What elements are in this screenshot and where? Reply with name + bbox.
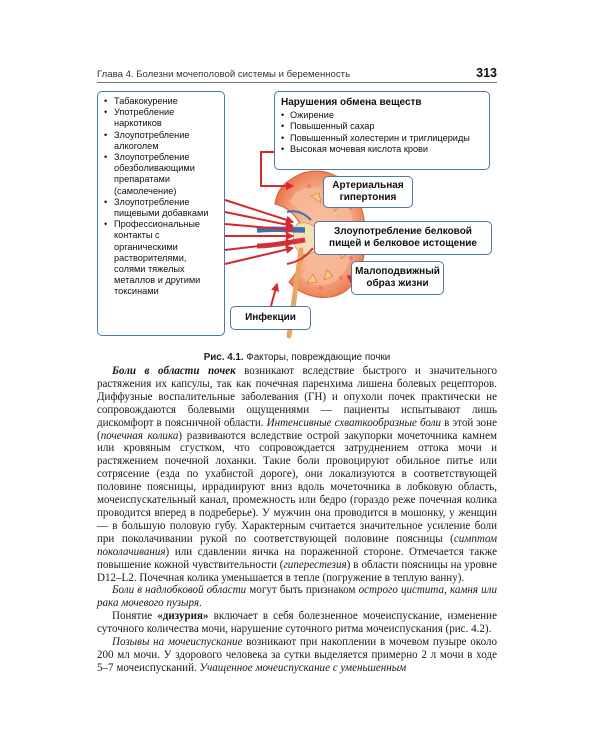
text-run: ) или сдавлении яичка на пораженной стороне. Отмечается также повышение кожной чувствительности (	[97, 545, 497, 571]
header-rule	[97, 82, 497, 83]
risk-factor-item: • Злоупотребление пищевыми добавками	[104, 197, 220, 219]
text-run: «дизурия»	[157, 610, 209, 623]
chapter-title: Глава 4. Болезни мочеполовой системы и беременность	[97, 69, 351, 80]
figure-caption	[97, 352, 497, 363]
text-run: Боли в области почек	[112, 365, 236, 377]
text-run: Понятие	[112, 610, 158, 623]
text-run: симптом поколачивания	[97, 532, 497, 558]
text-run: ) развиваются вследствие острой закупорки мочеточника камнем или кровяным сгустком, что сопровождается затруднением оттока мочи и растяжением почечной лоханки. Такие боли провоцируют обильное питье или сотрясение (езда по ухабистой дороге), они локализуются в соответствующей половине поясницы, иррадиируют вниз вдоль мочеточника в лобковую область, мочеиспускательный канал, промежность или бедро (гораздо реже почечная колика проводится вперед в подреберье). У мужчин она проводится в мошонку, у женщин — в большую половую губу. Характерным считается значительное усиление боли при поколачивании рукой по соответствующей половине поясницы (	[97, 429, 497, 545]
text-run: Интенсивные схваткообразные боли	[266, 416, 442, 429]
sedentary-label: Малоподвижный образ жизни	[355, 266, 440, 289]
page-number: 313	[476, 66, 497, 80]
infections-box	[230, 306, 311, 330]
body-text	[97, 365, 497, 675]
arrow-5	[225, 242, 293, 250]
text-run: в этой зоне (	[97, 416, 497, 442]
text-run: могут быть признаком	[246, 584, 359, 597]
text-run: гиперестезия	[283, 558, 347, 571]
text-run: почечная колика	[100, 429, 179, 442]
caption-label: Рис. 4.1.	[203, 352, 244, 363]
text-run: возникают при накоплении в мочевом пузыре около 200 мл мочи. У здорового человека за сутки выделяется примерно 2 л мочи в ходе 5–7 мочеиспусканий.	[97, 636, 498, 674]
text-run: ) в области поясницы на уровне D12–L2. Почечная колика уменьшается в тепле (погружение в теплую ванну).	[97, 558, 497, 584]
caption-text: Факторы, повреждающие почки	[246, 352, 391, 363]
running-header	[97, 66, 497, 82]
paragraph	[97, 636, 497, 675]
paragraph	[97, 610, 497, 636]
text-run: Позывы на мочеиспускание	[112, 636, 243, 649]
metabolic-item: • Высокая мочевая кислота крови	[281, 144, 483, 156]
risk-factor-item: • Профессиональные контакты с органическими растворителями, солями тяжелых металлов и другими токсинами	[104, 219, 220, 297]
metabolic-item: • Повышенный сахар	[281, 121, 483, 133]
text-run: Боли в надлобковой области	[112, 584, 247, 597]
metabolic-item: • Ожирение	[281, 110, 483, 122]
text-run: включает в себя болезненное мочеиспускание, изменение суточного количества мочи, нарушение суточного ритма мочеиспускания (рис. 4.2).	[97, 610, 497, 636]
paragraph	[97, 584, 497, 610]
text-run: Учащенное мочеиспускание с уменьшенным	[199, 661, 407, 674]
text-run: возникают вследствие быстрого и значительного растяжения их капсулы, так как почечная паренхима лишена болевых рецепторов. Диффузные воспалительные заболевания (ГН) и опухоли почек практически не сопровождаются болевыми ощущениями — пациенты испытывают лишь дискомфорт в поясничной области.	[97, 365, 497, 429]
text-run: ,	[444, 584, 450, 597]
hypertension-label: Артериальная гипертония	[332, 180, 404, 203]
risk-factor-item: • Табакокурение	[104, 96, 220, 107]
metabolic-disorders-box	[274, 91, 490, 170]
risk-factor-item: • Злоупотребление алкоголем	[104, 130, 220, 152]
paragraph	[97, 365, 497, 584]
metabolic-title: Нарушения обмена веществ	[281, 97, 422, 108]
metabolic-item: • Повышенный холестерин и триглицериды	[281, 133, 483, 145]
infections-label: Инфекции	[245, 312, 296, 323]
text-run: .	[199, 597, 202, 610]
risk-factor-item: • Употребление наркотиков	[104, 107, 220, 129]
sedentary-box	[351, 261, 444, 295]
figure-kidney-factors	[97, 88, 497, 350]
text-run: камня или рака мочевого пузыря	[97, 584, 497, 610]
risk-factors-box	[97, 91, 225, 336]
arrow-infections	[271, 284, 277, 306]
risk-factor-item: • Злоупотребление обезболивающими препаратами (самолечение)	[104, 152, 220, 197]
hypertension-box	[323, 176, 413, 208]
text-run: острого цистита	[358, 584, 445, 597]
protein-abuse-box	[314, 221, 492, 255]
arrow-6	[225, 248, 293, 264]
protein-abuse-label: Злоупотребление белковой пищей и белковое истощение	[329, 226, 477, 249]
